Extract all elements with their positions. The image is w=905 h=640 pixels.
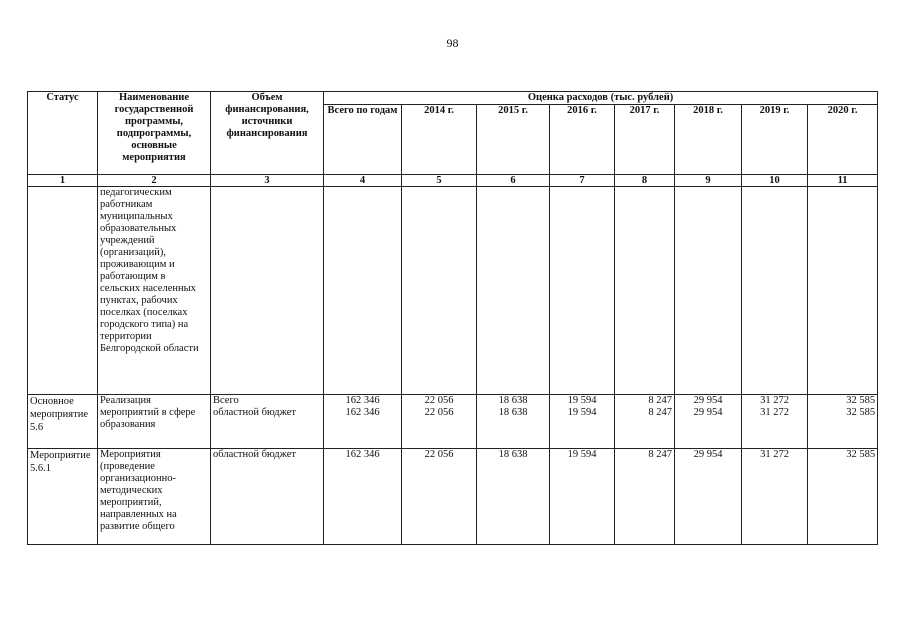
value-cell: 18 638 [477,449,550,545]
row-status: Основное мероприятие 5.6 [28,395,98,449]
value-cell: 162 346 [324,449,402,545]
table-row [28,449,878,545]
column-number: 5 [402,175,477,187]
continuation-text: педагогическим работникам муниципальных образовательных учреждений (организаций), проживающим и работающим в сельских населенных пунктах, рабочих поселках (поселках городского типа) на территории Белгородской области [98,187,211,395]
header-name: Наименование государственной программы, подпрограммы, основные мероприятия [98,92,211,175]
table-cell [28,187,98,395]
page-number: 98 [446,36,459,50]
budget-table [27,91,878,545]
value-cell: 19 594 19 594 [550,395,615,449]
column-number: 9 [675,175,742,187]
row-name: Реализация мероприятий в сфере образования [98,395,211,449]
row-name: Мероприятия (проведение организационно-методических мероприятий, направленных на развитие общего [98,449,211,545]
column-number: 11 [808,175,878,187]
source-label: Всего [213,395,239,406]
value-cell: 162 346 162 346 [324,395,402,449]
header-year: 2016 г. [550,105,615,175]
header-year: 2019 г. [742,105,808,175]
row-status: Мероприятие 5.6.1 [28,449,98,545]
column-number: 2 [98,175,211,187]
header-row-top [28,92,878,105]
column-number: 6 [477,175,550,187]
table-cell [550,187,615,395]
column-number: 4 [324,175,402,187]
table-cell [477,187,550,395]
value-cell: 31 272 [742,449,808,545]
column-number: 3 [211,175,324,187]
value-cell: 18 638 18 638 [477,395,550,449]
header-estimate: Оценка расходов (тыс. рублей) [324,92,878,105]
source-label: областной бюджет [213,449,296,460]
table-cell [324,187,402,395]
table-cell [211,187,324,395]
header-status: Статус [28,92,98,175]
table-cell [742,187,808,395]
column-number: 1 [28,175,98,187]
column-number: 10 [742,175,808,187]
header-total: Всего по годам [324,105,402,175]
header-year: 2014 г. [402,105,477,175]
continuation-row [28,187,878,395]
header-year: 2015 г. [477,105,550,175]
table-cell [675,187,742,395]
value-cell: 29 954 [675,449,742,545]
row-sources [211,449,324,545]
value-cell: 22 056 22 056 [402,395,477,449]
value-cell: 8 247 8 247 [615,395,675,449]
value-cell: 8 247 [615,449,675,545]
value-cell: 19 594 [550,449,615,545]
table-cell [615,187,675,395]
column-number: 8 [615,175,675,187]
value-cell: 31 272 31 272 [742,395,808,449]
column-number: 7 [550,175,615,187]
value-cell: 32 585 [808,449,878,545]
value-cell: 22 056 [402,449,477,545]
table-row [28,395,878,449]
header-volume: Объем финансирования, источники финансирования [211,92,324,175]
header-year: 2017 г. [615,105,675,175]
table-cell [402,187,477,395]
value-cell: 32 585 32 585 [808,395,878,449]
row-sources [211,395,324,449]
header-year: 2020 г. [808,105,878,175]
column-number-row [28,175,878,187]
source-label: областной бюджет [213,407,296,418]
table-cell [808,187,878,395]
header-year: 2018 г. [675,105,742,175]
value-cell: 29 954 29 954 [675,395,742,449]
